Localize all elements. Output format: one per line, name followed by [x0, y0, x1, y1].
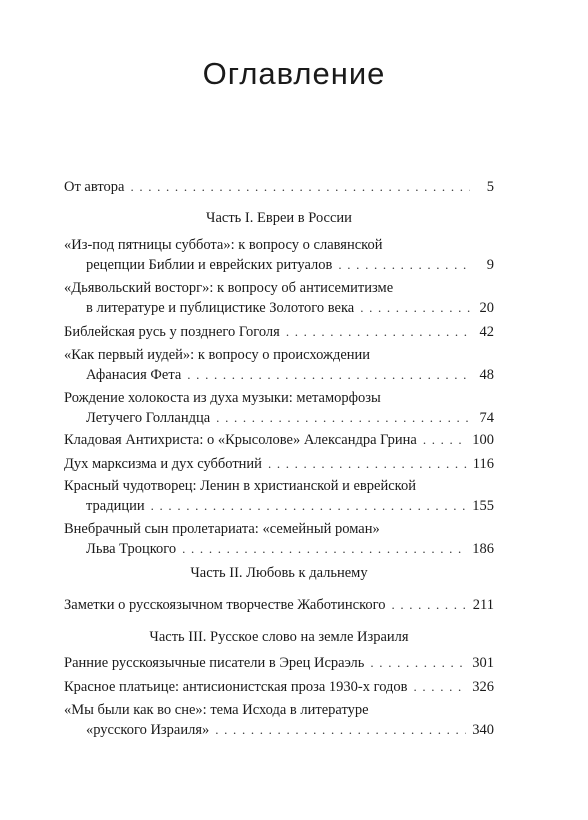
- toc-entry: [64, 476, 494, 516]
- toc-entry-line: [64, 298, 494, 318]
- toc-entry-line: [64, 677, 494, 697]
- page-number: 340: [472, 722, 494, 738]
- toc-entry-line: [64, 322, 494, 342]
- page-number: 211: [472, 597, 494, 613]
- toc-entry: [64, 235, 494, 275]
- page-number: 42: [479, 324, 494, 340]
- dot-leader: [187, 365, 470, 385]
- toc-entry-title: Кладовая Антихриста: о «Крысолове» Александра Грина: [64, 432, 417, 448]
- dot-leader: [391, 595, 466, 615]
- toc-entry-title: «Мы были как во сне»: тема Исхода в литературе: [64, 702, 369, 718]
- toc-entry-line: [64, 235, 494, 255]
- toc-entry-title: От автора: [64, 179, 125, 195]
- toc-entry-title: традиции: [86, 498, 145, 514]
- toc-entry-line: [64, 430, 494, 450]
- toc-entry: [64, 278, 494, 318]
- toc-entry-line: [64, 365, 494, 385]
- toc-entry-title: Летучего Голландца: [86, 410, 211, 426]
- toc-entry-line: [64, 278, 494, 298]
- dot-leader: [130, 177, 470, 197]
- page-number: 5: [486, 179, 494, 195]
- dot-leader: [414, 677, 467, 697]
- dot-leader: [286, 322, 470, 342]
- toc-entry-line: [64, 720, 494, 740]
- part-heading: Часть I. Евреи в России: [206, 210, 352, 226]
- toc-entry-line: [64, 345, 494, 365]
- toc-entry-title: «русского Израиля»: [86, 722, 210, 738]
- part-heading: Часть III. Русское слово на земле Израиля: [149, 629, 409, 645]
- page-number: 20: [479, 300, 494, 316]
- toc-entry-title: Внебрачный сын пролетариата: «семейный роман»: [64, 521, 380, 537]
- toc-entry-line: [64, 388, 494, 408]
- page-number: 155: [472, 498, 494, 514]
- toc-entry-title: «Из-под пятницы суббота»: к вопросу о славянской: [64, 237, 383, 253]
- dot-leader: [151, 496, 467, 516]
- toc-entry: [64, 700, 494, 740]
- toc-entry-line: [64, 519, 494, 539]
- dot-leader: [423, 430, 466, 450]
- toc-entry-title: в литературе и публицистике Золотого века: [86, 300, 355, 316]
- toc-entry-title: рецепции Библии и еврейских ритуалов: [86, 257, 333, 273]
- toc-entry-line: [64, 595, 494, 615]
- toc-entry-title: Ранние русскоязычные писатели в Эрец Исраэль: [64, 655, 365, 671]
- toc-entry-line: [64, 653, 494, 673]
- toc-entry: [64, 677, 494, 697]
- dot-leader: [338, 255, 470, 275]
- dot-leader: [216, 408, 470, 428]
- toc-entry-line: [64, 177, 494, 197]
- toc-entry-title: Дух марксизма и дух субботний: [64, 456, 262, 472]
- page-number: 74: [479, 410, 494, 426]
- toc-entry-line: [64, 255, 494, 275]
- toc-entry-title: Рождение холокоста из духа музыки: метаморфозы: [64, 390, 381, 406]
- toc-entry-title: «Дьявольский восторг»: к вопросу об антисемитизме: [64, 280, 394, 296]
- page-title: Оглавление: [202, 56, 386, 91]
- dot-leader: [370, 653, 466, 673]
- toc-entry-line: [64, 700, 494, 720]
- toc-entry-title: Заметки о русскоязычном творчестве Жаботинского: [64, 597, 386, 613]
- toc-entry: [64, 388, 494, 428]
- toc-entry: [64, 653, 494, 673]
- toc-entry: [64, 430, 494, 450]
- part-heading: Часть II. Любовь к дальнему: [190, 565, 368, 581]
- page-number: 326: [472, 679, 494, 695]
- page-number: 301: [472, 655, 494, 671]
- toc-entry-title: Льва Троцкого: [86, 541, 177, 557]
- toc-entry-title: Библейская русь у позднего Гоголя: [64, 324, 280, 340]
- dot-leader: [182, 539, 466, 559]
- page-number: 116: [472, 456, 494, 472]
- page-number: 100: [472, 432, 494, 448]
- toc-entry-line: [64, 454, 494, 474]
- toc-entry: [64, 595, 494, 615]
- toc-entry-title: Красное платьице: антисионистская проза 1930-х годов: [64, 679, 408, 695]
- dot-leader: [215, 720, 466, 740]
- page-number: 48: [479, 367, 494, 383]
- toc-entry-title: «Как первый иудей»: к вопросу о происхождении: [64, 347, 371, 363]
- toc-entry-title: Красный чудотворец: Ленин в христианской и еврейской: [64, 478, 416, 494]
- page-number: 186: [472, 541, 494, 557]
- dot-leader: [268, 454, 467, 474]
- page-number: 9: [486, 257, 494, 273]
- toc-entry-title: Афанасия Фета: [86, 367, 182, 383]
- toc-entry-line: [64, 476, 494, 496]
- dot-leader: [360, 298, 470, 318]
- toc-entry-line: [64, 539, 494, 559]
- toc-entry: [64, 345, 494, 385]
- toc-entry: [64, 519, 494, 559]
- toc-entry: [64, 454, 494, 474]
- toc-entry: [64, 177, 494, 197]
- toc-entry-line: [64, 496, 494, 516]
- toc-entry-line: [64, 408, 494, 428]
- toc-entry: [64, 322, 494, 342]
